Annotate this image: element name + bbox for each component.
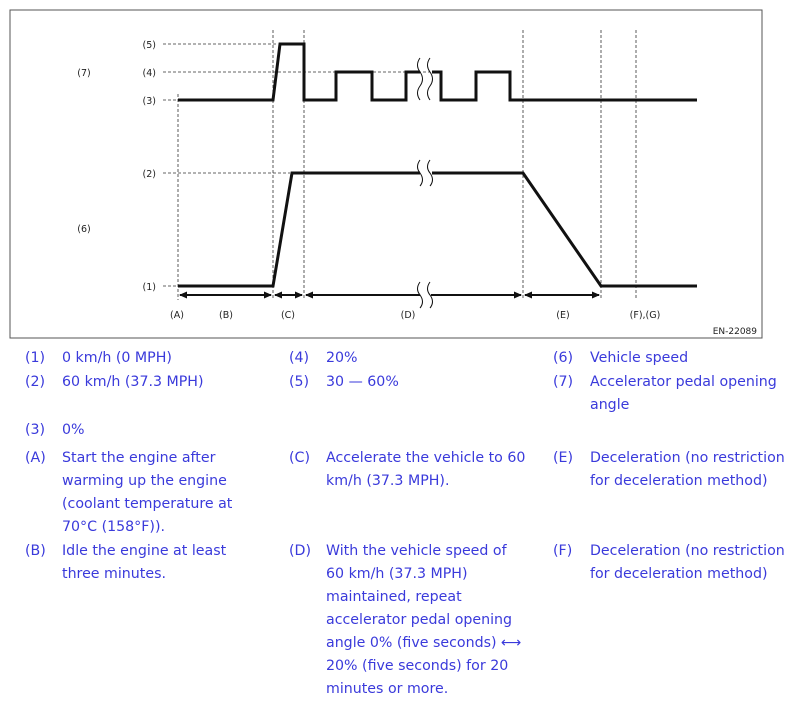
legend-item xyxy=(528,347,784,370)
legend-text: Idle the engine at least three minutes. xyxy=(62,543,227,582)
legend-key: (7) xyxy=(553,374,574,390)
legend-key: (3) xyxy=(25,422,46,438)
legend-text: 0% xyxy=(62,422,85,438)
y-label-4: (4) xyxy=(142,68,156,79)
figure-code: EN-22089 xyxy=(712,327,757,337)
legend-text: 30 — 60% xyxy=(326,374,399,390)
legend-item xyxy=(528,540,786,586)
phase-label-d: (D) xyxy=(400,310,416,321)
legend-item xyxy=(0,447,264,539)
legend-item xyxy=(0,419,260,442)
phase-label-e: (E) xyxy=(556,310,570,321)
legend-item xyxy=(264,347,524,370)
legend-text: Accelerate the vehicle to 60 km/h (37.3 MPH). xyxy=(326,450,526,489)
legend-item xyxy=(264,371,524,394)
legend-text: With the vehicle speed of 60 km/h (37.3 MPH) maintained, repeat accelerator pedal opening angle 0% (five seconds) ⟷ 20% (five seconds) for 20 minutes or more. xyxy=(326,543,522,697)
legend-text: Deceleration (no restriction for deceleration method) xyxy=(590,450,785,489)
phase-label-a: (A) xyxy=(170,310,184,321)
legend-text: Accelerator pedal opening angle xyxy=(590,374,777,413)
legend-text: 0 km/h (0 MPH) xyxy=(62,350,172,366)
legend-item xyxy=(528,371,784,417)
legend-key: (4) xyxy=(289,350,310,366)
phase-label-c: (C) xyxy=(280,310,296,321)
legend-key: (A) xyxy=(25,450,46,466)
legend-item xyxy=(0,347,260,370)
legend-key: (E) xyxy=(553,450,574,466)
legend-text: 60 km/h (37.3 MPH) xyxy=(62,374,204,390)
legend-key: (D) xyxy=(289,543,311,559)
legend-text: 20% xyxy=(326,350,358,366)
legend-item xyxy=(0,371,260,394)
legend-item xyxy=(264,540,528,701)
legend-key: (1) xyxy=(25,350,46,366)
legend-key: (2) xyxy=(25,374,46,390)
y-label-1: (1) xyxy=(142,282,156,293)
legend-key: (F) xyxy=(553,543,573,559)
group-label-speed: (6) xyxy=(77,224,91,235)
legend-key: (6) xyxy=(553,350,574,366)
legend-key: (B) xyxy=(25,543,46,559)
y-label-2: (2) xyxy=(142,169,156,180)
legend-key: (5) xyxy=(289,374,310,390)
legend-item xyxy=(528,447,786,493)
legend-text: Start the engine after warming up the engine (coolant temperature at 70°C (158°F)). xyxy=(62,450,233,535)
y-label-3: (3) xyxy=(142,96,156,107)
legend-text: Vehicle speed xyxy=(590,350,689,366)
group-label-accelerator: (7) xyxy=(77,68,91,79)
y-label-5: (5) xyxy=(142,40,156,51)
legend-key: (C) xyxy=(289,450,310,466)
timing-diagram xyxy=(0,0,788,344)
phase-label-b: (B) xyxy=(219,310,233,321)
phase-label-fg: (F),(G) xyxy=(629,310,661,321)
legend-item xyxy=(264,447,528,493)
legend-item xyxy=(0,540,264,586)
legend-text: Deceleration (no restriction for deceleration method) xyxy=(590,543,785,582)
